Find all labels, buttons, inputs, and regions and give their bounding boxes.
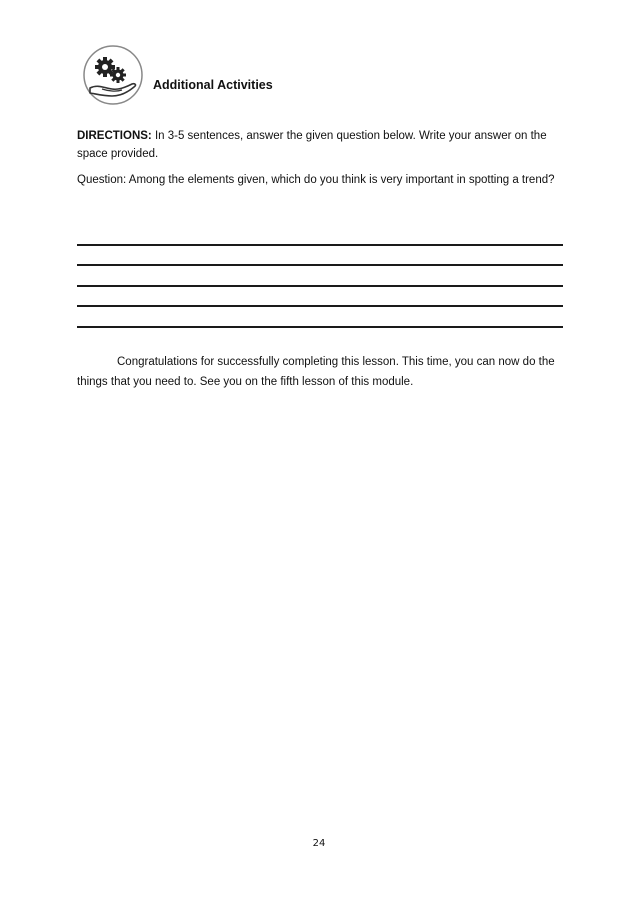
- answer-line[interactable]: [77, 326, 563, 328]
- directions-text: [77, 127, 567, 163]
- closing-paragraph: Congratulations for successfully completing this lesson. This time, you can now do the things that you need to. See you on the fifth lesson of this module.: [77, 356, 555, 388]
- answer-line[interactable]: [77, 244, 563, 246]
- question-text: Question: Among the elements given, which do you think is very important in spotting a trend?: [77, 174, 555, 186]
- gears-in-hand-icon: [82, 44, 144, 106]
- section-title: Additional Activities: [153, 78, 273, 92]
- directions-label: DIRECTIONS:: [77, 130, 152, 142]
- directions-body: In 3-5 sentences, answer the given question below. Write your answer on the space provided.: [77, 130, 547, 160]
- page-number: 24: [312, 838, 326, 849]
- answer-line[interactable]: [77, 264, 563, 266]
- answer-line[interactable]: [77, 285, 563, 287]
- answer-line[interactable]: [77, 305, 563, 307]
